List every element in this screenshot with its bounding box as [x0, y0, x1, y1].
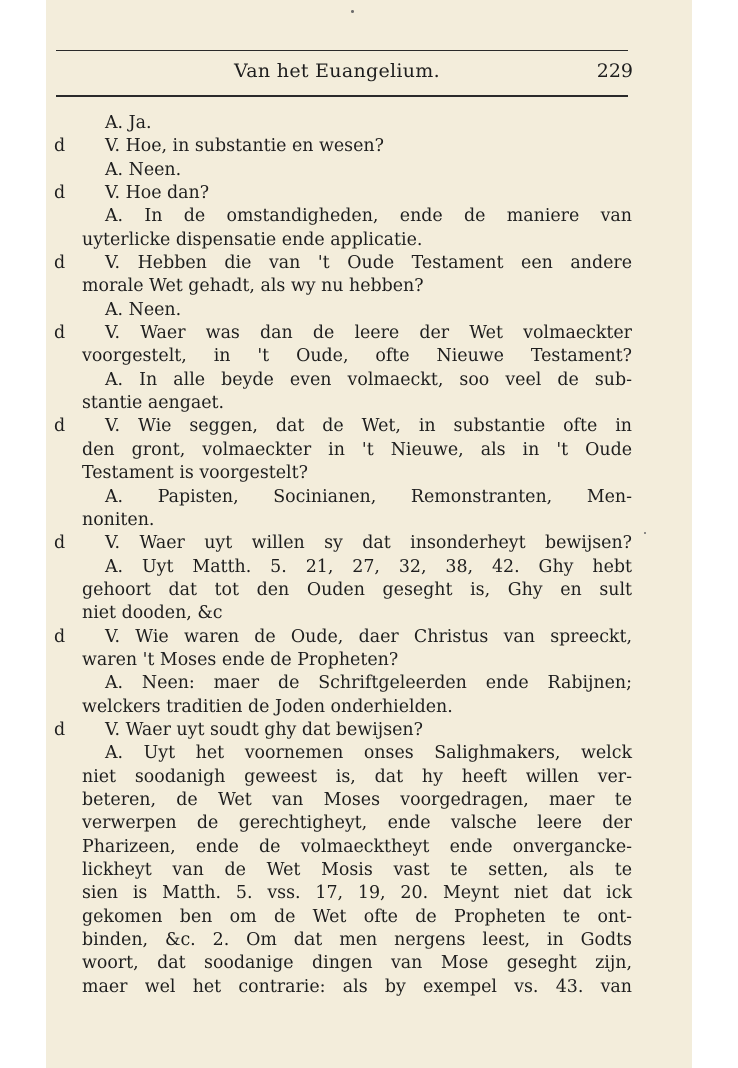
line-content: lickheyt van de Wet Mosis vast te setten, als te [82, 860, 632, 880]
line-content: maer wel het contrarie: als by exempel vs. 43. van [82, 976, 632, 997]
text-line [54, 462, 636, 485]
line-content: V. Waer uyt willen sy dat insonderheyt bewijsen? [105, 533, 632, 554]
page-number: 229 [596, 60, 633, 82]
line-content: V. Wie waren de Oude, daer Christus van spreeckt, [105, 626, 632, 647]
line-content: A. In alle beyde even volmaeckt, soo veel de sub- [105, 369, 632, 390]
text-line [54, 229, 636, 252]
line-marker: d [54, 719, 66, 740]
paper-speck [351, 10, 354, 13]
header-rule-bottom [56, 95, 628, 97]
line-content: beteren, de Wet van Moses voorgedragen, maer te [82, 789, 632, 810]
line-content: noniten. [82, 509, 155, 530]
line-content: V. Wie seggen, dat de Wet, in substantie ofte in [105, 416, 632, 437]
text-line [54, 742, 636, 765]
text-line [54, 415, 636, 438]
line-content: sien is Matth. 5. vss. 17, 19, 20. Meynt niet dat ick [82, 883, 632, 904]
text-line [54, 649, 636, 672]
text-line [54, 602, 636, 625]
line-content: binden, &c. 2. Om dat men nergens leest, in Godts [82, 930, 632, 951]
header-rule-top [56, 50, 628, 51]
text-line [54, 672, 636, 695]
text-line [54, 509, 636, 532]
line-content: den gront, volmaeckter in 't Nieuwe, als in 't Oude [82, 439, 632, 460]
line-content: V. Waer was dan de leere der Wet volmaeckter [105, 323, 632, 344]
text-line [54, 906, 636, 929]
text-line [54, 369, 636, 392]
line-content: stantie aengaet. [82, 393, 225, 414]
line-content: A. Uyt het voornemen onses Salighmakers, welck [105, 743, 632, 764]
text-line [54, 252, 636, 275]
catechism-text [54, 112, 636, 999]
text-line [54, 812, 636, 835]
text-line [54, 439, 636, 462]
text-line [54, 486, 636, 509]
line-content: verwerpen de gerechtigheyt, ende valsche leere der [82, 813, 632, 834]
line-content: V. Hoe, in substantie en wesen? [105, 136, 384, 157]
text-line [54, 159, 636, 182]
line-marker: d [54, 626, 66, 647]
line-content: Testament is voorgestelt? [82, 463, 308, 484]
text-line [54, 182, 636, 205]
text-line [54, 859, 636, 882]
line-marker: d [54, 253, 66, 274]
line-content: A. Neen. [105, 299, 182, 320]
text-line [54, 976, 636, 999]
text-line [54, 929, 636, 952]
line-content: Pharizeen, ende de volmaecktheyt ende onvergancke- [82, 836, 632, 857]
text-line [54, 789, 636, 812]
text-line [54, 392, 636, 415]
text-line [54, 952, 636, 975]
line-content: V. Hebben die van 't Oude Testament een andere [105, 253, 632, 274]
text-line [54, 882, 636, 905]
line-content: waren 't Moses ende de Propheten? [82, 649, 399, 670]
line-content: gehoort dat tot den Ouden geseght is, Ghy en sult [82, 579, 632, 600]
line-content: uyterlicke dispensatie ende applicatie. [82, 229, 423, 250]
line-content: A. Neen: maer de Schriftgeleerden ende Rabijnen; [105, 673, 632, 694]
text-line [54, 719, 636, 742]
line-marker: d [54, 323, 66, 344]
line-content: V. Waer uyt soudt ghy dat bewijsen? [105, 719, 423, 740]
text-line [54, 579, 636, 602]
text-line [54, 112, 636, 135]
line-content: A. Neen. [105, 159, 182, 180]
line-marker: d [54, 136, 66, 157]
line-content: gekomen ben om de Wet ofte de Propheten te ont- [82, 906, 632, 927]
running-header-title: Van het Euangelium. [234, 60, 440, 82]
text-line [54, 345, 636, 368]
text-line [54, 766, 636, 789]
line-marker: d [54, 533, 66, 554]
line-content: A. Uyt Matth. 5. 21, 27, 32, 38, 42. Ghy hebt [105, 556, 632, 577]
line-content: morale Wet gehadt, als wy nu hebben? [82, 276, 424, 297]
line-content: welckers traditien de Joden onderhielden. [82, 696, 453, 717]
paper-speck [644, 532, 646, 534]
text-line [54, 532, 636, 555]
line-content: voorgestelt, in 't Oude, ofte Nieuwe Testament? [82, 346, 632, 367]
text-line [54, 299, 636, 322]
line-content: woort, dat soodanige dingen van Mose geseght zijn, [82, 953, 632, 974]
line-marker: d [54, 183, 66, 204]
line-content: niet dooden, &c [82, 603, 223, 624]
line-content: niet soodanigh geweest is, dat hy heeft willen ver- [82, 766, 632, 787]
line-content: A. Papisten, Socinianen, Remonstranten, Men- [105, 486, 632, 507]
text-line [54, 322, 636, 345]
text-line [54, 275, 636, 298]
line-content: A. In de omstandigheden, ende de maniere van [105, 206, 632, 227]
line-marker: d [54, 416, 66, 437]
text-line [54, 205, 636, 228]
line-content: A. Ja. [105, 113, 152, 133]
line-content: V. Hoe dan? [105, 183, 210, 204]
text-line [54, 135, 636, 158]
text-line [54, 556, 636, 579]
text-line [54, 836, 636, 859]
text-line [54, 696, 636, 719]
text-line [54, 626, 636, 649]
